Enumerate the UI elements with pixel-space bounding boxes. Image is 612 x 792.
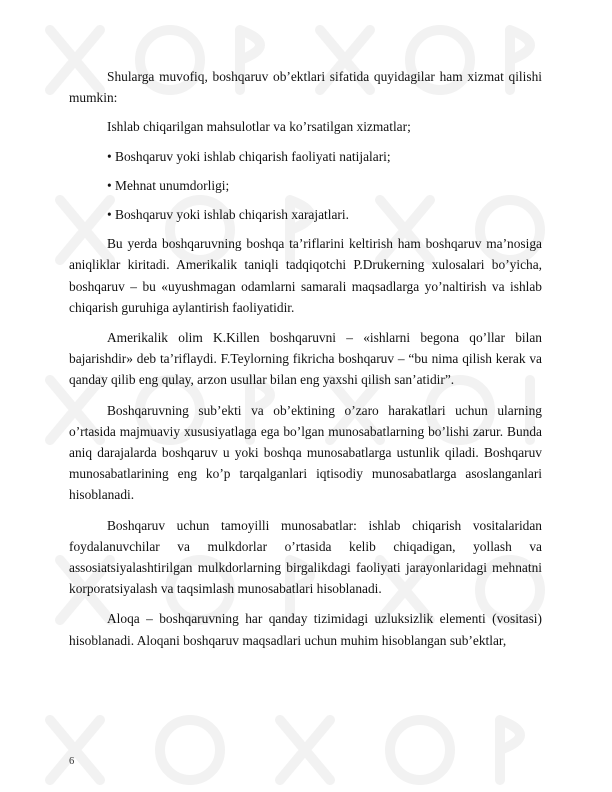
paragraph: Amerikalik olim K.Killen boshqaruvni – «ishlarni begona qo’llar bilan bajarishdir» deb ta’riflaydi. F.Teylorning fikricha boshqaruv – “bu nima qilish kerak va qanday qilib eng qulay, arzon usullar bilan eng yaxshi qilish san’atidir”. (69, 330, 542, 388)
paragraph: Aloqa – boshqaruvning har qanday tizimidagi uzluksizlik elementi (vositasi) hisoblanadi. Aloqani boshqaruv maqsadlari uchun muhim hisoblangan sub’ektlar, (69, 611, 542, 648)
page-number: 6 (69, 756, 75, 767)
paragraph: Boshqaruvning sub’ekti va ob’ektining o’zaro harakatlari uchun ularning o’rtasida majmuaviy xususiyatlaga ega bo’lgan munosabatlarning bo’lishi zarur. Bunda aniq darajalarda boshqaruv u yoki boshqa munosabatlarga ustunlik qiladi. Boshqaruv munosabatlarining eng ko’p tarqalganlari iqtisodiy munosabatlarga asoslanganlari hisoblanadi. (69, 402, 542, 503)
paragraph: Boshqaruv uchun tamoyilli munosabatlar: ishlab chiqarish vositalaridan foydalanuvchilar va mulkdorlar o’rtasida kelib chiqadigan, yollash va assosiatsiyalashtirilgan mulkdorlarning birgalikdagi faoliyati jarayonlaridagi mehnatni korporatsiyalash va taqsimlash munosabatlari hisoblanadi. (69, 517, 542, 597)
list-intro: Ishlab chiqarilgan mahsulotlar va ko’rsatilgan xizmatlar; (107, 119, 411, 135)
body-text (69, 66, 542, 660)
bullet-item: • Boshqaruv yoki ishlab chiqarish xarajatlari. (107, 207, 349, 223)
paragraph: Bu yerda boshqaruvning boshqa ta’riflarini keltirish ham boshqaruv ma’nosiga aniqliklar kiritadi. Amerikalik taniqli tadqiqotchi P.Drukerning xulosalari bo’yicha, boshqaruv – bu «uyushmagan odamlarni samarali maqsadlarga yo’naltirish va ishlab chiqarish guruhiga aylantirish faoliyatidir. (69, 236, 542, 315)
bullet-item: • Boshqaruv yoki ishlab chiqarish faoliyati natijalari; (107, 148, 391, 164)
bullet-item: • Mehnat unumdorligi; (107, 177, 230, 193)
paragraph: Shularga muvofiq, boshqaruv ob’ektlari sifatida quyidagilar ham xizmat qilishi mumkin: (69, 69, 542, 106)
